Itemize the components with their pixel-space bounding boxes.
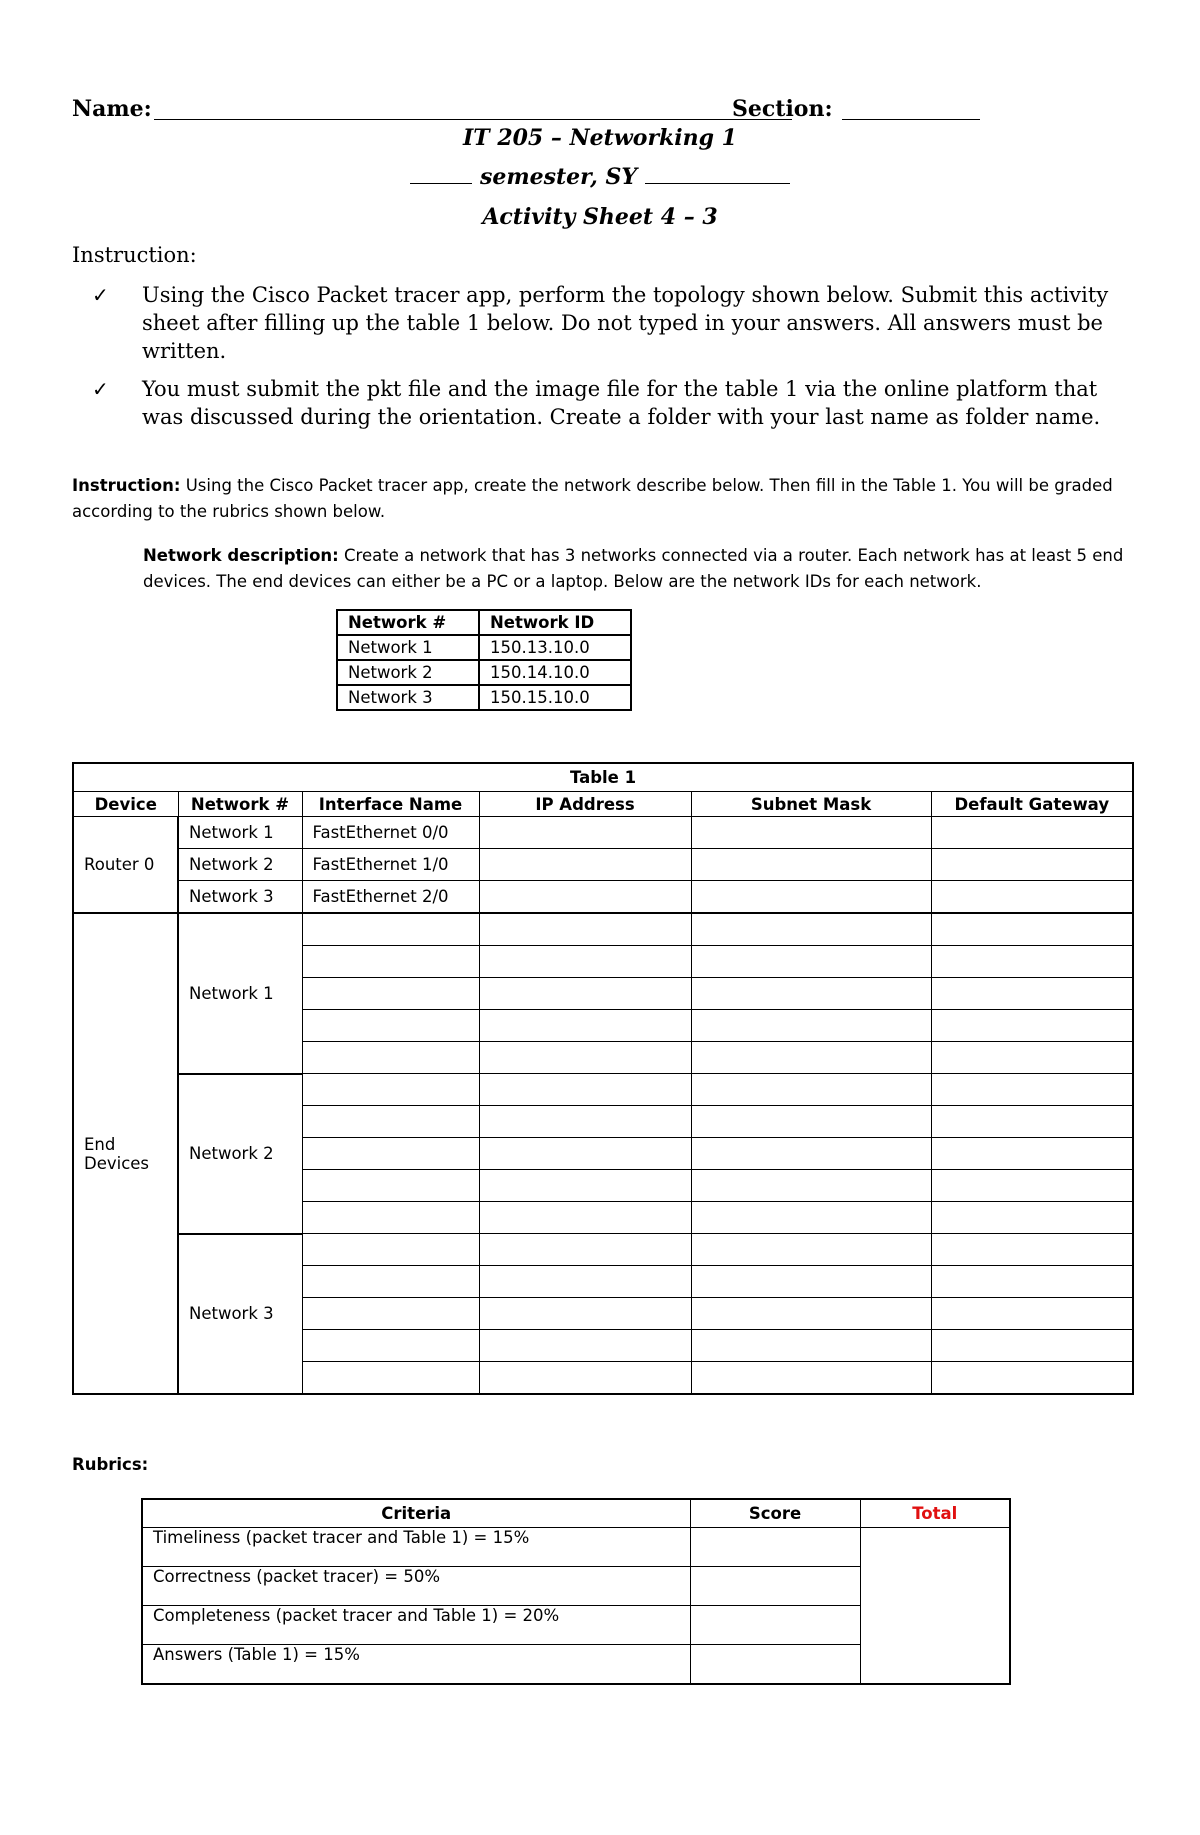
default-gateway-cell[interactable] <box>931 1330 1133 1362</box>
total-header: Total <box>860 1499 1010 1528</box>
interface-name-cell[interactable] <box>302 946 479 978</box>
interface-name-cell[interactable] <box>302 1234 479 1266</box>
subnet-mask-cell[interactable] <box>691 1042 931 1074</box>
criteria-cell: Timeliness (packet tracer and Table 1) = 15% <box>142 1528 690 1567</box>
instruction-paragraph <box>72 473 1132 525</box>
interface-name-cell: FastEthernet 0/0 <box>302 817 479 849</box>
interface-name-header: Interface Name <box>302 792 479 817</box>
ip-address-cell[interactable] <box>479 1330 691 1362</box>
default-gateway-cell[interactable] <box>931 1138 1133 1170</box>
default-gateway-cell[interactable] <box>931 817 1133 849</box>
score-header: Score <box>690 1499 860 1528</box>
criteria-header: Criteria <box>142 1499 690 1528</box>
ip-address-cell[interactable] <box>479 1042 691 1074</box>
instruction-heading: Instruction: <box>72 243 197 267</box>
table-row <box>73 849 1133 881</box>
rubrics-label: Rubrics: <box>72 1455 149 1474</box>
ip-address-cell[interactable] <box>479 1298 691 1330</box>
table-row <box>73 817 1133 849</box>
default-gateway-cell[interactable] <box>931 849 1133 881</box>
router-network-cell: Network 3 <box>178 881 302 914</box>
interface-name-cell[interactable] <box>302 1010 479 1042</box>
router-label-cell: Router 0 <box>73 817 178 914</box>
ip-address-cell[interactable] <box>479 1202 691 1234</box>
default-gateway-cell[interactable] <box>931 1106 1133 1138</box>
table-row <box>73 913 1133 946</box>
subnet-mask-cell[interactable] <box>691 1170 931 1202</box>
default-gateway-cell[interactable] <box>931 1010 1133 1042</box>
network-id-table <box>336 609 632 711</box>
ip-address-cell[interactable] <box>479 1234 691 1266</box>
end-network-cell: Network 1 <box>178 913 302 1074</box>
default-gateway-cell[interactable] <box>931 1074 1133 1106</box>
interface-name-cell[interactable] <box>302 1202 479 1234</box>
check-icon: ✓ <box>92 283 109 307</box>
interface-name-cell[interactable] <box>302 1266 479 1298</box>
network-description <box>143 543 1133 595</box>
network-description-text: Create a network that has 3 networks connected via a router. Each network has at least 5 end devices. The end devices can either be a PC or a laptop. Below are the network IDs for each network. <box>143 546 1124 591</box>
table-1-caption: Table 1 <box>73 763 1133 792</box>
network-id-cell: 150.14.10.0 <box>479 660 631 685</box>
end-network-cell: Network 3 <box>178 1234 302 1395</box>
ip-address-cell[interactable] <box>479 1170 691 1202</box>
subnet-mask-cell[interactable] <box>691 1138 931 1170</box>
criteria-cell: Answers (Table 1) = 15% <box>142 1645 690 1685</box>
ip-address-header: IP Address <box>479 792 691 817</box>
rubrics-table <box>141 1498 1011 1685</box>
default-gateway-cell[interactable] <box>931 1042 1133 1074</box>
semester-line <box>0 164 1200 190</box>
ip-address-cell[interactable] <box>479 946 691 978</box>
default-gateway-cell[interactable] <box>931 1362 1133 1395</box>
interface-name-cell[interactable] <box>302 1138 479 1170</box>
table-row <box>73 881 1133 914</box>
table-row <box>337 635 631 660</box>
ip-address-cell[interactable] <box>479 1074 691 1106</box>
section-blank <box>842 119 980 120</box>
instruction-bullet: ✓ Using the Cisco Packet tracer app, perform the topology shown below. Submit this activity sheet after filling up the table 1 below. Do not typed in your answers. All answers must be written. <box>92 283 1109 363</box>
network-description-label: Network description: <box>143 546 339 565</box>
interface-name-cell: FastEthernet 1/0 <box>302 849 479 881</box>
interface-name-cell[interactable] <box>302 913 479 946</box>
subnet-mask-cell[interactable] <box>691 817 931 849</box>
end-network-cell: Network 2 <box>178 1074 302 1234</box>
network-number-header: Network # <box>178 792 302 817</box>
check-icon: ✓ <box>92 377 109 401</box>
ip-address-cell[interactable] <box>479 849 691 881</box>
subnet-mask-header: Subnet Mask <box>691 792 931 817</box>
table-row <box>73 1234 1133 1266</box>
instruction-text: Using the Cisco Packet tracer app, create the network describe below. Then fill in the Table 1. You will be graded according to the rubrics shown below. <box>72 476 1113 521</box>
subnet-mask-cell[interactable] <box>691 881 931 914</box>
ip-address-cell[interactable] <box>479 817 691 849</box>
subnet-mask-cell[interactable] <box>691 1106 931 1138</box>
ip-address-cell[interactable] <box>479 978 691 1010</box>
subnet-mask-cell[interactable] <box>691 1330 931 1362</box>
semester-text: semester, SY <box>479 164 638 190</box>
table-row <box>337 685 631 710</box>
ip-address-cell[interactable] <box>479 1106 691 1138</box>
interface-name-cell[interactable] <box>302 1298 479 1330</box>
subnet-mask-cell[interactable] <box>691 1266 931 1298</box>
subnet-mask-cell[interactable] <box>691 1234 931 1266</box>
section-label: Section: <box>732 96 833 122</box>
interface-name-cell[interactable] <box>302 1106 479 1138</box>
subnet-mask-cell[interactable] <box>691 978 931 1010</box>
ip-address-cell[interactable] <box>479 1362 691 1395</box>
network-id-cell: 150.15.10.0 <box>479 685 631 710</box>
interface-name-cell[interactable] <box>302 978 479 1010</box>
criteria-cell: Completeness (packet tracer and Table 1) = 20% <box>142 1606 690 1645</box>
network-number-cell: Network 1 <box>337 635 479 660</box>
table-row <box>337 660 631 685</box>
name-blank <box>154 119 792 120</box>
table-row <box>73 1074 1133 1106</box>
ip-address-cell[interactable] <box>479 1266 691 1298</box>
instruction-bullet: ✓ You must submit the pkt file and the image file for the table 1 via the online platform that was discussed during the orientation. Create a folder with your last name as folder name. <box>92 377 1101 429</box>
score-cell[interactable] <box>690 1606 860 1645</box>
ip-address-cell[interactable] <box>479 1010 691 1042</box>
name-label: Name: <box>72 96 152 122</box>
default-gateway-cell[interactable] <box>931 946 1133 978</box>
default-gateway-cell[interactable] <box>931 1170 1133 1202</box>
total-cell[interactable] <box>860 1528 1010 1685</box>
sy-blank <box>645 165 790 184</box>
subnet-mask-cell[interactable] <box>691 1202 931 1234</box>
default-gateway-cell[interactable] <box>931 1266 1133 1298</box>
subnet-mask-cell[interactable] <box>691 946 931 978</box>
criteria-cell: Correctness (packet tracer) = 50% <box>142 1567 690 1606</box>
subnet-mask-cell[interactable] <box>691 1298 931 1330</box>
semester-blank <box>410 165 472 184</box>
interface-name-cell[interactable] <box>302 1362 479 1395</box>
interface-name-cell[interactable] <box>302 1074 479 1106</box>
default-gateway-cell[interactable] <box>931 913 1133 946</box>
ip-address-cell[interactable] <box>479 913 691 946</box>
interface-name-cell[interactable] <box>302 1170 479 1202</box>
activity-title: Activity Sheet 4 – 3 <box>482 204 718 230</box>
subnet-mask-cell[interactable] <box>691 913 931 946</box>
network-id-cell: 150.13.10.0 <box>479 635 631 660</box>
score-cell[interactable] <box>690 1645 860 1685</box>
score-cell[interactable] <box>690 1528 860 1567</box>
ip-address-cell[interactable] <box>479 881 691 914</box>
subnet-mask-cell[interactable] <box>691 849 931 881</box>
score-cell[interactable] <box>690 1567 860 1606</box>
instruction-bullets <box>88 281 1138 441</box>
default-gateway-cell[interactable] <box>931 881 1133 914</box>
network-number-cell: Network 3 <box>337 685 479 710</box>
ip-address-cell[interactable] <box>479 1138 691 1170</box>
router-network-cell: Network 2 <box>178 849 302 881</box>
end-devices-label-cell: End Devices <box>73 913 178 1394</box>
subnet-mask-cell[interactable] <box>691 1362 931 1395</box>
name-section-line <box>72 96 982 126</box>
default-gateway-cell[interactable] <box>931 1202 1133 1234</box>
interface-name-cell: FastEthernet 2/0 <box>302 881 479 914</box>
default-gateway-header: Default Gateway <box>931 792 1133 817</box>
interface-name-cell[interactable] <box>302 1330 479 1362</box>
course-title: IT 205 – Networking 1 <box>463 125 737 151</box>
network-id-header: Network ID <box>479 610 631 635</box>
default-gateway-cell[interactable] <box>931 1234 1133 1266</box>
default-gateway-cell[interactable] <box>931 1298 1133 1330</box>
interface-name-cell[interactable] <box>302 1042 479 1074</box>
subnet-mask-cell[interactable] <box>691 1010 931 1042</box>
default-gateway-cell[interactable] <box>931 978 1133 1010</box>
network-number-header: Network # <box>337 610 479 635</box>
instruction-label: Instruction: <box>72 476 181 495</box>
table-1 <box>72 762 1134 1395</box>
device-header: Device <box>73 792 178 817</box>
router-network-cell: Network 1 <box>178 817 302 849</box>
network-number-cell: Network 2 <box>337 660 479 685</box>
subnet-mask-cell[interactable] <box>691 1074 931 1106</box>
table-row <box>142 1528 1010 1567</box>
